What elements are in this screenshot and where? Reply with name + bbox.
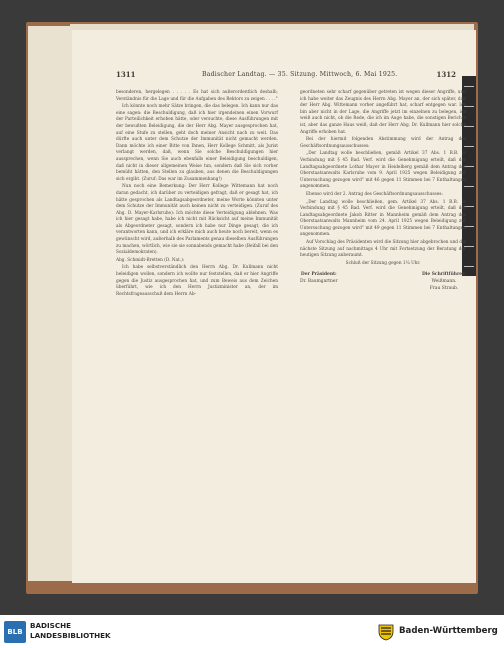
library-name <box>30 621 111 641</box>
blb-logo[interactable]: BLB <box>4 621 26 643</box>
library-name-line1: BADISCHE <box>30 621 72 630</box>
left-column <box>116 90 278 299</box>
secretaries-signature <box>422 272 466 292</box>
page-number-right: 1312 <box>436 70 456 79</box>
president-title: Der Präsident: <box>300 272 337 278</box>
footer-bar <box>0 615 504 648</box>
secretary-name: Frau Straub. <box>429 285 459 291</box>
paragraph: „Der Landtag wolle beschließen, gem. Artikel 37 Abs. 1 B.B. in Verbindung mit § 45 Bad. Verf. wird die Genehmigung erteilt, daß der Landtagsabgeordnete Jakob Ritter in Mannheim gemäß dem Antrag des Oberstaatsanwalts Mannheim vom 24. April 1925 wegen Beleidigung zur Untersuchung gezogen wird" mit 49 gegen 11 Stimmen bei 7 Enthaltungen angenommen. <box>300 199 466 238</box>
speaker-heading: Abg. Schmidt-Bretten (D. Nat.): <box>116 257 185 263</box>
president-name: Dr. Baumgartner <box>300 279 338 285</box>
paragraph: „Der Landtag wolle beschließen, gemäß Artikel 37 Abs. 1 B.B. in Verbindung mit § 45 Bad. Verf. wird die Genehmigung erteilt, daß der Landtagsabgeordnete Lothar Mayer in Heidelberg gemäß dem Antrag des Oberstaatsanwalts Karlsruhe vom 9. April 1925 wegen Beleidigung zur Untersuchung gezogen wird" mit 46 gegen 11 Stimmen bei 7 Enthaltungen angenommen. <box>300 151 466 190</box>
page-number-left: 1311 <box>116 70 136 79</box>
paragraph: Auf Vorschlag des Präsidenten wird die Sitzung hier abgebrochen und die nächste Sitzung auf nachmittags 4 Uhr mit Fortsetzung der Beratung der heutigen Sitzung anberaumt. <box>300 240 466 259</box>
state-name: Baden-Württemberg <box>399 626 498 636</box>
header-title: Badischer Landtag. — 35. Sitzung. Mittwoch, 6. Mai 1925. <box>202 71 398 78</box>
paragraph: Ich habe selbstverständlich den Herrn Abg. Dr. Kullmann nicht beleidigen wollen, sondern ich wollte nur feststellen, daß er hier Angriffe gegen die Justiz ausgesprochen hat, und zum Beweis aus dem Zeichen überführt, wie ich den Herrn Justizminister an, der im Rechtsfrageausschuß dem Herrn Ab- <box>116 265 278 297</box>
library-name-line2: LANDESBIBLIOTHEK <box>30 631 111 640</box>
secretaries-title: Die Schriftführer: <box>421 272 466 278</box>
president-signature <box>300 272 338 292</box>
running-header <box>72 70 476 84</box>
secretary-name: Weißmann. <box>431 279 457 285</box>
page-edges-left <box>28 26 72 581</box>
paragraph: Nun noch eine Bemerkung: Der Herr Kollege Wittemann hat noch daran gedacht, ich darüber zu verteidigen gefragt, daß er gesagt hat, ich hätte gesprochen als Landtagsabgeordneter, meine Worte könnten unter dem Schutze der Immunität auch keinen nicht zu verteidigen. (Zuruf des Abg. D. Mayer-Karlsruhe): Ich möchte diese Verteidigung ablehnen. Was ich hier gesagt habe, habe ich nicht mit Rücksicht auf meine Immunität als Abgeordneter gesagt, sondern ich habe nur Dinge gesagt, die ich verantworten kann, und ich erkläre mich auch heute noch bereit, wenn es gewünscht wird, außerhalb des Parlaments genau dieselben Ausführungen zu machen, wörtlich, wie sie sie sonnabends gemacht habe (Beifall bei den Sozialdemokraten). <box>116 184 279 256</box>
paragraph: besonderen, hergelegen . . . . . Es hat sich außerordentlich deshalb, Verständnis für die Lage und für die Aufgaben des Rektors zu zeigen . . . ." <box>116 90 278 102</box>
paragraph: Ich könnte noch mehr Sätze bringen, die das belegen. Ich kann nur das eine sagen: die Beschuldigung, daß ich hier irgendeinen einen Vorwurf der Parteilichkeit erhoben hätte, oder versuchte, diese Ausführungen mit der bewußten Beleidigung, die der Herr Abg. Mayer ausgesprochen hat, auf eine Stufe zu stellen, geht doch meiner Ansicht nach zu weit. Das dürfte auch unter dem Schutze der Immunität nicht gemacht werden. Dann möchte ich einer Bitte von Ihnen, Herr Kollege Schmitt, als Jurist verlangt werden, daß, wenn Sie solche Beschuldigungen hier aussprechen, wenn Sie auch ebenfalls einer Beleidigung beschuldigen, daß nicht in dieser allgemeinen Weise tun, sondern daß Sie sich vorher bemüht hätten, den Stellen zu glauben, aus denen die Beschuldigungen sich ergibt. (Zuruf: Das war im Zusammenhang!) <box>116 104 278 182</box>
paragraph: Bei der hiermit folgenden Abstimmung wird der Antrag des Geschäftsordnungsausschusses: <box>300 137 466 149</box>
signature-block <box>300 272 466 292</box>
closing-line: Schluß der Sitzung gegen 1¼ Uhr. <box>345 260 421 266</box>
right-column <box>300 90 466 292</box>
paragraph: geordneten sehr scharf gegenüber getreten ist wegen dieser Angriffe, und ich habe weiter das Zeugnis des Herrn Abg. Mayer an, der sich später, daß der Herr Abg. Wittemann vorher angeführt hat, scharf entgegen war. Ich bin aber nicht in der Lage, die Angriffe jetzt im einzelnen zu belegen, ich weiß auch nicht, ob die Rede, die ich im Auge habe, die sonstigen Berichte ist, aber das ganze Haus weiß, daß der Herr Abg. Dr. Kullmann hier solche Angriffe erhoben hat. <box>300 90 466 135</box>
document-page <box>72 30 476 583</box>
paragraph: Ebenso wird der 2. Antrag des Geschäftsordnungsausschusses: <box>306 191 443 197</box>
state-coat-of-arms-icon[interactable] <box>377 623 395 641</box>
